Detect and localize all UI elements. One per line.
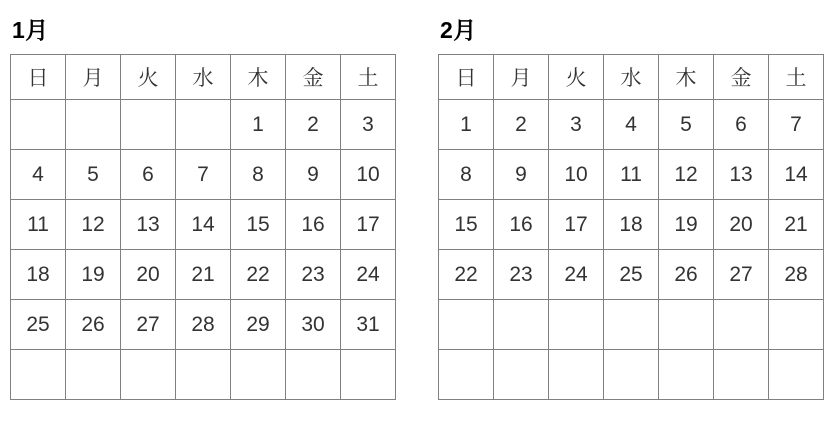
calendar-day-cell[interactable]: 26 [659,250,714,300]
calendar-week-row [11,300,396,350]
calendar-day-cell[interactable]: 23 [286,250,341,300]
calendar-day-cell[interactable]: 18 [11,250,66,300]
calendar-day-cell[interactable]: 6 [714,100,769,150]
calendar-day-cell[interactable]: 18 [604,200,659,250]
calendar-day-cell[interactable]: 11 [11,200,66,250]
weekday-header-mon: 月 [66,55,121,100]
calendar-day-cell[interactable]: 15 [439,200,494,250]
calendar-month-1 [10,8,394,400]
weekday-header-fri: 金 [286,55,341,100]
calendar-cell-empty [549,350,604,400]
calendar-day-cell[interactable]: 8 [439,150,494,200]
calendar-cell-empty [494,300,549,350]
calendar-week-row [11,350,396,400]
calendar-day-cell[interactable]: 30 [286,300,341,350]
calendar-day-cell[interactable]: 4 [604,100,659,150]
weekday-header-row [11,55,396,100]
calendar-week-row [439,200,824,250]
weekday-header-thu: 木 [659,55,714,100]
calendar-day-cell[interactable]: 17 [341,200,396,250]
month-title: 2月 [440,17,477,43]
calendar-week-row [439,250,824,300]
calendar-day-cell[interactable]: 2 [494,100,549,150]
calendar-day-cell[interactable]: 5 [659,100,714,150]
calendar-week-row [11,200,396,250]
calendar-cell-empty [604,350,659,400]
calendar-day-cell[interactable]: 20 [714,200,769,250]
calendar-day-cell[interactable]: 28 [176,300,231,350]
calendar-day-cell[interactable]: 21 [769,200,824,250]
calendar-day-cell[interactable]: 20 [121,250,176,300]
weekday-header-tue: 火 [549,55,604,100]
calendar-day-cell[interactable]: 10 [341,150,396,200]
calendar-day-cell[interactable]: 7 [176,150,231,200]
calendar-day-cell[interactable]: 25 [11,300,66,350]
calendar-week-row [439,100,824,150]
calendar-day-cell[interactable]: 14 [176,200,231,250]
calendar-cell-empty [439,350,494,400]
calendar-cell-empty [341,350,396,400]
calendar-week-row [439,150,824,200]
calendar-day-cell[interactable]: 13 [121,200,176,250]
calendar-day-cell[interactable]: 27 [714,250,769,300]
weekday-header-row [439,55,824,100]
calendar-cell-empty [11,350,66,400]
calendar-day-cell[interactable]: 17 [549,200,604,250]
calendar-day-cell[interactable]: 1 [439,100,494,150]
calendar-day-cell[interactable]: 7 [769,100,824,150]
calendar-day-cell[interactable]: 5 [66,150,121,200]
calendar-body [439,100,824,400]
calendar-cell-empty [494,350,549,400]
calendar-week-row [439,300,824,350]
calendar-day-cell[interactable]: 28 [769,250,824,300]
calendar-cell-empty [439,300,494,350]
calendar-day-cell[interactable]: 12 [659,150,714,200]
weekday-header-thu: 木 [231,55,286,100]
calendar-cell-empty [769,300,824,350]
calendar-cell-empty [659,350,714,400]
calendar-day-cell[interactable]: 22 [439,250,494,300]
calendar-cell-empty [549,300,604,350]
calendar-day-cell[interactable]: 11 [604,150,659,200]
calendar-table [10,54,396,400]
calendar-day-cell[interactable]: 31 [341,300,396,350]
weekday-header-fri: 金 [714,55,769,100]
calendar-cell-empty [66,350,121,400]
calendar-week-row [11,150,396,200]
weekday-header-sat: 土 [341,55,396,100]
calendar-cell-empty [176,350,231,400]
calendar-day-cell[interactable]: 3 [549,100,604,150]
calendar-day-cell[interactable]: 1 [231,100,286,150]
calendar-day-cell[interactable]: 24 [341,250,396,300]
calendar-cell-empty [121,350,176,400]
calendar-cell-empty [176,100,231,150]
calendar-week-row [11,250,396,300]
calendar-day-cell[interactable]: 24 [549,250,604,300]
calendar-day-cell[interactable]: 25 [604,250,659,300]
calendar-day-cell[interactable]: 21 [176,250,231,300]
calendar-cell-empty [604,300,659,350]
calendar-cell-empty [121,100,176,150]
calendar-day-cell[interactable]: 16 [286,200,341,250]
calendar-day-cell[interactable]: 27 [121,300,176,350]
calendar-cell-empty [769,350,824,400]
calendar-cell-empty [66,100,121,150]
calendar-day-cell[interactable]: 13 [714,150,769,200]
calendar-cell-empty [231,350,286,400]
calendar-table [438,54,824,400]
calendar-day-cell[interactable]: 8 [231,150,286,200]
month-title: 1月 [12,17,49,43]
calendar-day-cell[interactable]: 19 [659,200,714,250]
calendar-day-cell[interactable]: 14 [769,150,824,200]
calendar-cell-empty [714,350,769,400]
calendar-day-cell[interactable]: 10 [549,150,604,200]
calendar-cell-empty [286,350,341,400]
calendar-day-cell[interactable]: 26 [66,300,121,350]
weekday-header-sat: 土 [769,55,824,100]
calendar-day-cell[interactable]: 9 [494,150,549,200]
weekday-header-mon: 月 [494,55,549,100]
weekday-header-wed: 水 [176,55,231,100]
calendar-day-cell[interactable]: 23 [494,250,549,300]
calendar-body [11,100,396,400]
calendar-day-cell[interactable]: 4 [11,150,66,200]
calendar-cell-empty [659,300,714,350]
calendar-day-cell[interactable]: 19 [66,250,121,300]
weekday-header-sun: 日 [11,55,66,100]
weekday-header-sun: 日 [439,55,494,100]
calendar-day-cell[interactable]: 22 [231,250,286,300]
calendar-day-cell[interactable]: 15 [231,200,286,250]
calendar-week-row [11,100,396,150]
calendar-day-cell[interactable]: 16 [494,200,549,250]
calendar-day-cell[interactable]: 9 [286,150,341,200]
calendar-cell-empty [11,100,66,150]
calendar-day-cell[interactable]: 6 [121,150,176,200]
calendar-day-cell[interactable]: 29 [231,300,286,350]
calendar-cell-empty [714,300,769,350]
weekday-header-tue: 火 [121,55,176,100]
calendar-day-cell[interactable]: 3 [341,100,396,150]
weekday-header-wed: 水 [604,55,659,100]
calendar-month-2 [438,8,822,400]
calendar-week-row [439,350,824,400]
calendar-day-cell[interactable]: 2 [286,100,341,150]
calendar-day-cell[interactable]: 12 [66,200,121,250]
